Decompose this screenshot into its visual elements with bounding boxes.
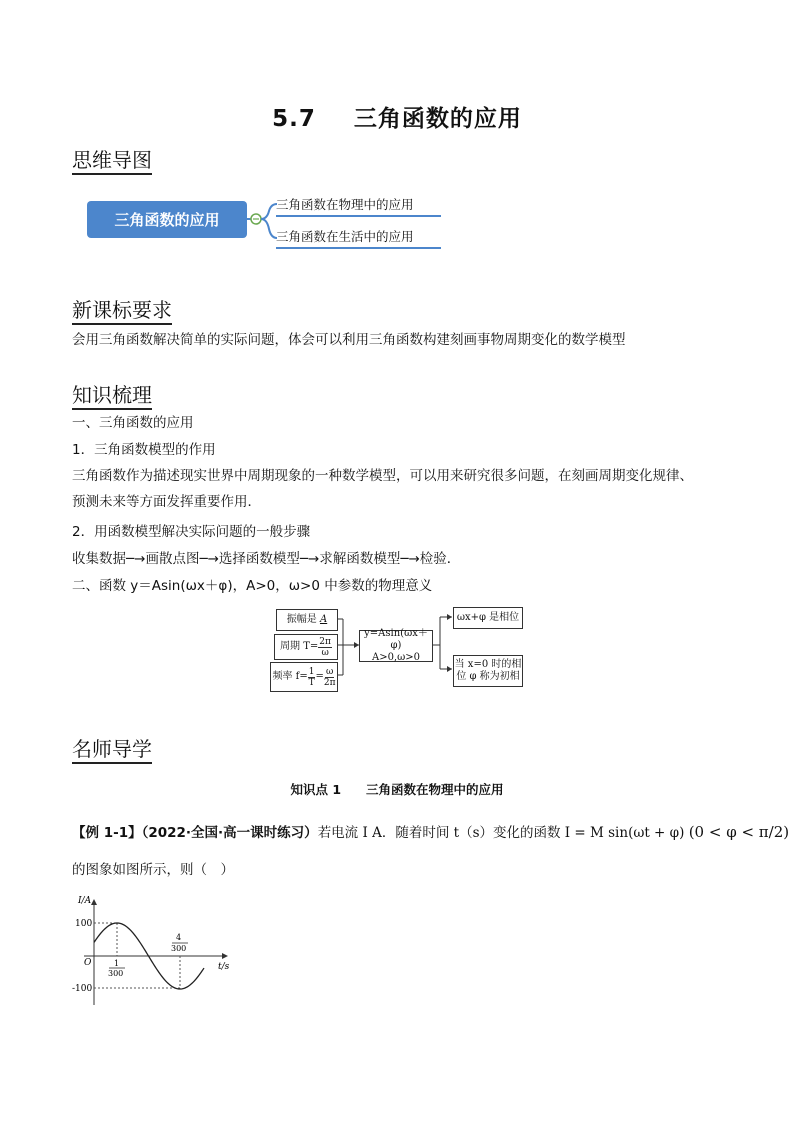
x1-denominator: 300 xyxy=(108,969,124,978)
y-min-label: -100 xyxy=(72,984,93,994)
period-denominator: ω xyxy=(321,647,329,658)
function-box xyxy=(359,630,433,662)
x2-numerator: 4 xyxy=(176,933,182,942)
knowledge-line-1: 一、三角函数的应用 xyxy=(72,415,194,431)
frequency-box: 频率 f= $\frac{1}{T}$ = $\frac{\omega}{2\pi}$ xyxy=(270,662,338,692)
initial-phase-line-1: 当 x=0 时的相 xyxy=(454,659,522,670)
frequency-denominator-2: 2π xyxy=(323,677,336,688)
function-line-2: A>0,ω>0 xyxy=(371,652,421,663)
y-axis-arrow xyxy=(91,899,97,905)
initial-phase-line-2: 位 φ 称为初相 xyxy=(456,671,520,682)
example-line-1 xyxy=(72,822,789,843)
x1-numerator: 1 xyxy=(114,959,120,968)
knowledge-line-5: 2．用函数模型解决实际问题的一般步骤 xyxy=(72,524,311,540)
example-tag: 【例 1-1】 xyxy=(72,825,142,841)
frequency-label: 频率 f= xyxy=(272,671,308,682)
knowledge-point-title: 知识点 1 三角函数在物理中的应用 xyxy=(290,782,504,797)
example-source: （2022·全国·高一课时练习） xyxy=(141,825,318,841)
y-axis-label: I/A xyxy=(78,896,92,906)
mindmap-branch-physics: 三角函数在物理中的应用 xyxy=(276,195,441,217)
initial-phase-box xyxy=(453,655,523,687)
parameter-diagram xyxy=(268,604,528,692)
example-condition: (0 < φ < π/2) xyxy=(688,823,790,841)
mindmap-branch-life: 三角函数在生活中的应用 xyxy=(276,227,441,249)
amplitude-box xyxy=(276,609,338,631)
current-graph-svg xyxy=(72,893,242,1008)
title-text: 三角函数的应用 xyxy=(353,106,522,132)
x2-denominator: 300 xyxy=(171,944,187,953)
requirements-heading: 新课标要求 xyxy=(72,298,172,325)
current-graph xyxy=(72,893,242,1008)
amplitude-label: 振幅是 xyxy=(286,614,317,625)
period-box xyxy=(274,634,338,660)
title-number: 5.7 xyxy=(272,106,316,132)
y-max-label: 100 xyxy=(75,919,93,929)
knowledge-line-6: 收集数据─→画散点图─→选择函数模型─→求解函数模型─→检验． xyxy=(72,551,461,567)
frequency-denominator-1: T xyxy=(308,677,315,688)
frequency-numerator-2: ω xyxy=(326,666,334,677)
example-line-2: 的图象如图所示，则（ ） xyxy=(72,862,234,878)
origin-label: O xyxy=(84,958,92,968)
function-line-1: y=Asin(ωx＋φ) xyxy=(364,628,428,651)
frequency-numerator-1: 1 xyxy=(308,666,315,677)
mindmap-heading: 思维导图 xyxy=(72,148,152,175)
example-text: 若电流 I A．随着时间 t（s）变化的函数 I = M sin(ωt + φ) xyxy=(317,825,685,841)
knowledge-line-2: 1．三角函数模型的作用 xyxy=(72,442,216,458)
knowledge-line-7: 二、函数 y＝Asin(ωx＋φ)，A>0，ω>0 中参数的物理意义 xyxy=(72,578,433,594)
knowledge-line-4: 预测未来等方面发挥重要作用． xyxy=(72,494,261,510)
phase-box: ωx+φ 是相位 xyxy=(453,607,523,629)
amplitude-var: A xyxy=(319,614,328,625)
knowledge-line-3: 三角函数作为描述现实世界中周期现象的一种数学模型，可以用来研究很多问题，在刻画周期变化规律、 xyxy=(72,468,693,484)
mindmap-center-node: 三角函数的应用 xyxy=(87,201,247,238)
knowledge-heading: 知识梳理 xyxy=(72,383,152,410)
guide-heading: 名师导学 xyxy=(72,737,152,764)
requirements-text: 会用三角函数解决简单的实际问题，体会可以利用三角函数构建刻画事物周期变化的数学模型 xyxy=(72,332,626,348)
x-axis-label: t/s xyxy=(218,962,230,972)
period-label: 周期 T= xyxy=(280,641,319,652)
period-numerator: 2π xyxy=(319,636,331,647)
x-axis-arrow xyxy=(222,953,228,959)
page-title xyxy=(0,100,794,133)
